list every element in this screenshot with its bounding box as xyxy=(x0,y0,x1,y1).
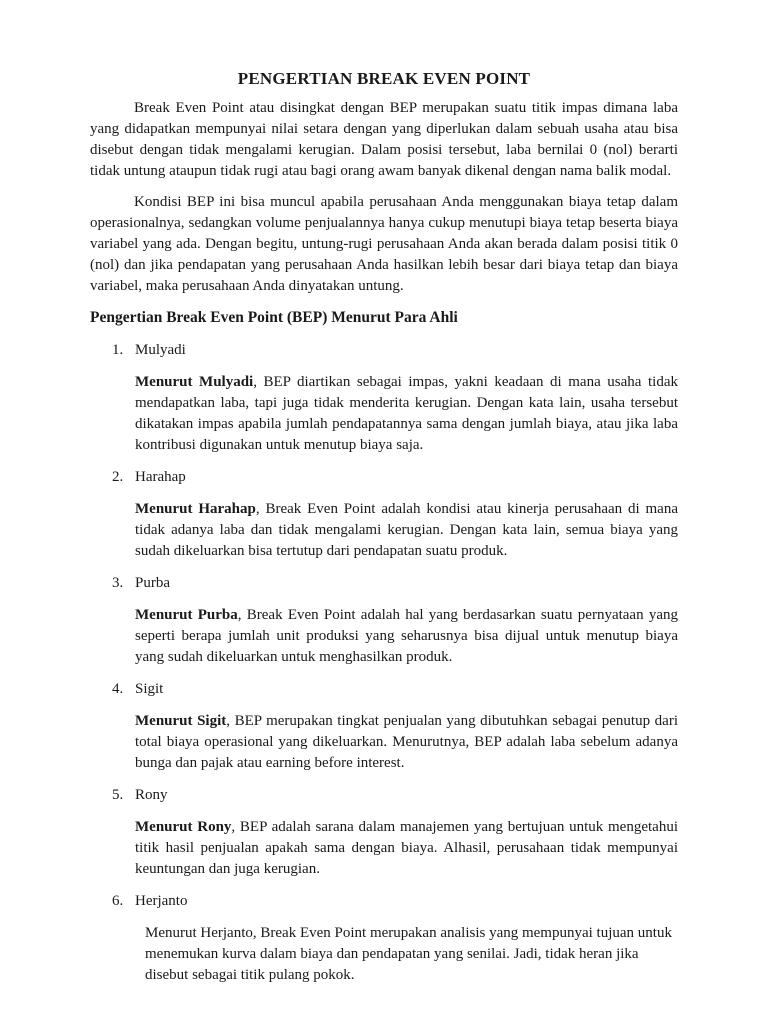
expert-text: , BEP merupakan tingkat penjualan yang dibutuhkan sebagai penutup dari total biaya operasional yang dikeluarkan. Menurutnya, BEP adalah laba sebelum adanya bunga dan pajak atau earning before interest. xyxy=(135,713,678,771)
expert-text: , Break Even Point adalah hal yang berdasarkan suatu pernyataan yang seperti berapa jumlah unit produksi yang seharusnya bisa dijual untuk menutup biaya yang sudah dikeluarkan untuk menghasilkan produk. xyxy=(135,607,678,665)
expert-lead: Menurut Rony xyxy=(135,819,232,835)
expert-definition xyxy=(135,817,678,880)
list-number: 1. xyxy=(112,342,124,358)
list-item xyxy=(90,573,678,668)
list-item xyxy=(90,467,678,562)
intro-paragraph-1: Break Even Point atau disingkat dengan BEP merupakan suatu titik impas dimana laba yang didapatkan mempunyai nilai setara dengan yang diperlukan dalam sebuah usaha atau bisa disebut dengan tidak mengalami kerugian. Dalam posisi tersebut, laba bernilai 0 (nol) berarti tidak untung ataupun tidak rugi atau bagi orang awam banyak dikenal dengan nama balik modal. xyxy=(90,100,678,179)
list-number: 5. xyxy=(112,787,124,803)
expert-lead: Menurut Purba xyxy=(135,607,238,623)
expert-definition xyxy=(135,711,678,774)
expert-lead: Menurut Mulyadi xyxy=(135,374,254,390)
list-number: 2. xyxy=(112,469,124,485)
expert-text: , Break Even Point adalah kondisi atau kinerja perusahaan di mana tidak adanya laba dan tidak mengalami kerugian. Dengan kata lain, semua biaya yang sudah dikeluarkan bisa tertutup dari pendapatan suatu produk. xyxy=(135,501,678,559)
expert-name: Harahap xyxy=(135,469,186,485)
expert-text: , BEP diartikan sebagai impas, yakni keadaan di mana usaha tidak mendapatkan laba, tapi juga tidak menderita kerugian. Dengan kata lain, usaha tersebut dikatakan impas apabila jumlah pendapatannya sama dengan jumlah biaya, atau jika laba kontribusi digunakan untuk menutup biaya saja. xyxy=(135,374,678,453)
list-item xyxy=(90,340,678,456)
expert-definition xyxy=(135,372,678,456)
expert-lead: Menurut Harahap xyxy=(135,501,256,517)
intro-paragraph-2: Kondisi BEP ini bisa muncul apabila perusahaan Anda menggunakan biaya tetap dalam operasionalnya, sedangkan volume penjualannya hanya cukup menutupi biaya tetap beserta biaya variabel yang ada. Dengan begitu, untung-rugi perusahaan Anda akan berada dalam posisi titik 0 (nol) dan jika pendapatan yang perusahaan Anda hasilkan lebih besar dari biaya tetap dan biaya variabel, maka perusahaan Anda dinyatakan untung. xyxy=(90,194,678,294)
expert-name: Purba xyxy=(135,575,170,591)
expert-text: Menurut Herjanto, Break Even Point merupakan analisis yang mempunyai tujuan untuk menemukan kurva dalam biaya dan pendapatan yang senilai. Jadi, tidak heran jika disebut sebagai titik pulang pokok. xyxy=(145,925,672,983)
list-number: 6. xyxy=(112,893,124,909)
expert-text: , BEP adalah sarana dalam manajemen yang bertujuan untuk mengetahui titik hasil penjualan apakah sama dengan biaya. Alhasil, perusahaan tidak mempunyai keuntungan dan juga kerugian. xyxy=(135,819,678,877)
expert-definition xyxy=(145,923,678,986)
expert-definition xyxy=(135,605,678,668)
expert-name: Rony xyxy=(135,787,168,803)
experts-list xyxy=(90,340,678,986)
list-item xyxy=(90,679,678,774)
expert-lead: Menurut Sigit xyxy=(135,713,227,729)
list-number: 3. xyxy=(112,575,124,591)
list-number: 4. xyxy=(112,681,124,697)
expert-definition xyxy=(135,499,678,562)
expert-name: Sigit xyxy=(135,681,164,697)
list-item xyxy=(90,785,678,880)
expert-name: Herjanto xyxy=(135,893,188,909)
section-heading: Pengertian Break Even Point (BEP) Menurut Para Ahli xyxy=(90,309,458,326)
expert-name: Mulyadi xyxy=(135,342,186,358)
list-item xyxy=(90,891,678,986)
document-title: PENGERTIAN BREAK EVEN POINT xyxy=(237,69,531,88)
